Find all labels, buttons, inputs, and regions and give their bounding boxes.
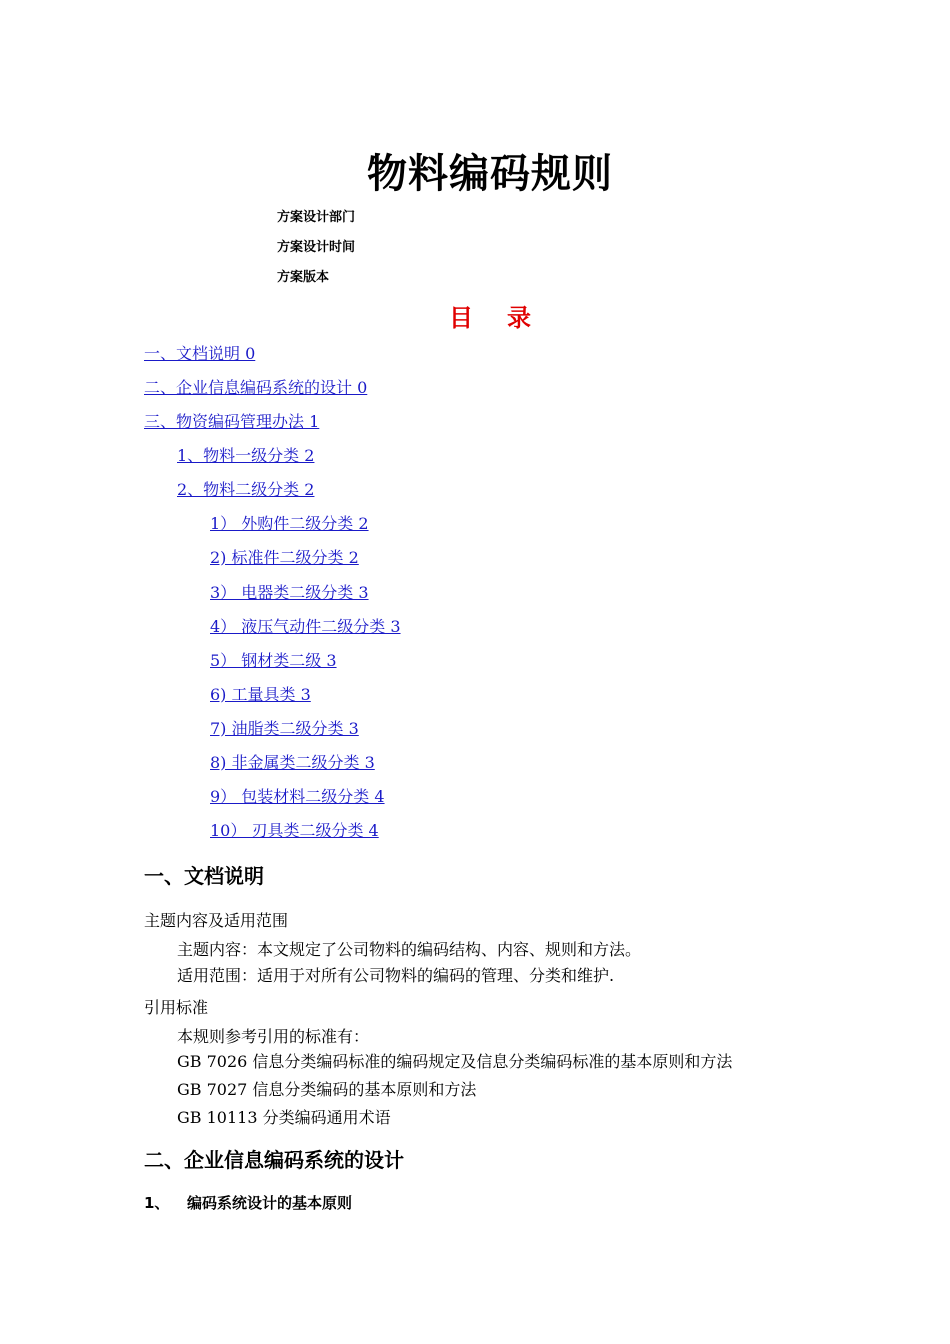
- toc-link-hydraulic-pneumatic[interactable]: 4） 液压气动件二级分类 3: [210, 617, 401, 636]
- section2-subheading-number: 1、: [144, 1194, 170, 1212]
- section1-content-text: 主题内容：本文规定了公司物料的编码结构、内容、规则和方法。: [177, 940, 642, 959]
- toc-link-document-description[interactable]: 一、文档说明 0: [144, 344, 256, 363]
- toc-link-packaging[interactable]: 9） 包装材料二级分类 4: [210, 787, 385, 806]
- section2-subheading-title: 编码系统设计的基本原则: [187, 1194, 353, 1212]
- document-title: 物料编码规则: [367, 151, 613, 197]
- section2-heading: 二、企业信息编码系统的设计: [144, 1148, 404, 1172]
- section1-ref-item: GB 7026 信息分类编码标准的编码规定及信息分类编码标准的基本原则和方法: [177, 1052, 733, 1071]
- section1-scope-text: 适用范围：适用于对所有公司物料的编码的管理、分类和维护.: [177, 966, 615, 985]
- toc-link-steel[interactable]: 5） 钢材类二级 3: [210, 651, 337, 670]
- toc-link-level1-classification[interactable]: 1、物料一级分类 2: [177, 446, 315, 465]
- toc-link-material-code-management[interactable]: 三、物资编码管理办法 1: [144, 412, 320, 431]
- toc-link-purchased-parts[interactable]: 1） 外购件二级分类 2: [210, 514, 369, 533]
- section2-subheading: [144, 1192, 352, 1213]
- meta-design-time: 方案设计时间: [277, 240, 356, 255]
- toc-link-encoding-system-design[interactable]: 二、企业信息编码系统的设计 0: [144, 378, 368, 397]
- toc-heading-left: 目: [449, 304, 473, 332]
- toc-link-tools-gauges[interactable]: 6) 工量具类 3: [210, 685, 311, 704]
- section1-subheading-references: 引用标准: [144, 998, 209, 1017]
- section1-subheading-scope: 主题内容及适用范围: [144, 911, 289, 930]
- section1-ref-item: GB 7027 信息分类编码的基本原则和方法: [177, 1080, 477, 1099]
- toc-link-cutting-tools[interactable]: 10） 刃具类二级分类 4: [210, 821, 379, 840]
- meta-version: 方案版本: [277, 270, 330, 285]
- section1-ref-intro: 本规则参考引用的标准有：: [177, 1027, 370, 1046]
- section1-ref-item: GB 10113 分类编码通用术语: [177, 1108, 391, 1127]
- toc-heading-right: 录: [507, 304, 531, 332]
- section1-heading: 一、文档说明: [144, 864, 264, 888]
- toc-link-non-metal[interactable]: 8) 非金属类二级分类 3: [210, 753, 375, 772]
- toc-heading: [0, 298, 950, 333]
- toc-link-level2-classification[interactable]: 2、物料二级分类 2: [177, 480, 315, 499]
- toc-link-standard-parts[interactable]: 2) 标准件二级分类 2: [210, 548, 359, 567]
- toc-link-electrical[interactable]: 3） 电器类二级分类 3: [210, 583, 369, 602]
- toc-link-grease[interactable]: 7) 油脂类二级分类 3: [210, 719, 359, 738]
- meta-design-department: 方案设计部门: [277, 210, 356, 225]
